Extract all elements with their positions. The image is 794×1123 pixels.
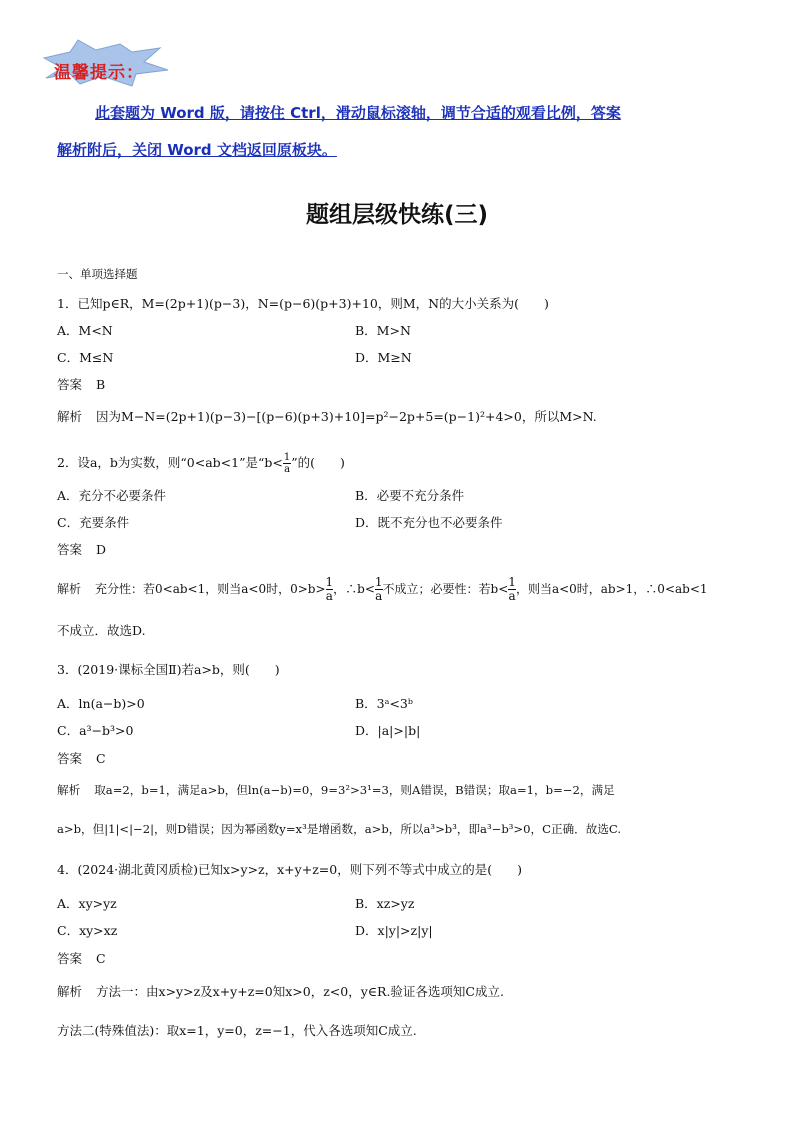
q2-analysis-frac-2-den: a: [375, 589, 383, 603]
q3-option-a: A．ln(a−b)>0: [57, 696, 145, 711]
q4-analysis: [57, 982, 504, 1000]
q4-option-a: A．xy>yz: [57, 896, 117, 911]
q4-answer-label: 答案: [57, 951, 83, 966]
q2-answer-value: D: [96, 542, 107, 557]
q2-analysis-frac-2-num: 1: [374, 575, 383, 589]
q2-analysis-part-2: ，∴b<: [333, 582, 375, 596]
q4-option-d: D．x|y|>z|y|: [355, 923, 433, 938]
q2-analysis-frac-1-num: 1: [325, 575, 334, 589]
q2-frac-num: 1: [283, 452, 291, 463]
q2-analysis-part-1: 充分性：若0<ab<1，则当a<0时，0>b>: [95, 582, 326, 596]
q1-option-d: D．M≥N: [355, 350, 412, 365]
q3-analysis-line-2: a>b，但|1|<|−2|，则D错误；因为幂函数y=x³是增函数，a>b，所以a³>b³，即a³−b³>0，C正确．故选C.: [57, 822, 622, 836]
q2-analysis-frac-1-den: a: [325, 589, 333, 603]
q3-answer: [57, 749, 106, 767]
q1-answer-value: B: [96, 377, 106, 392]
q4-option-b: B．xz>yz: [355, 896, 415, 911]
q2-analysis-frac-3: [508, 576, 516, 603]
q3-answer-value: C: [96, 751, 106, 766]
section-heading: 一、单项选择题: [57, 267, 138, 281]
q4-answer-value: C: [96, 951, 106, 966]
q3-stem: 3．(2019·课标全国Ⅱ)若a>b，则( ): [57, 662, 280, 677]
q2-analysis-frac-3-num: 1: [508, 575, 516, 589]
q4-analysis-line-2: 方法二(特殊值法)：取x=1，y=0，z=−1，代入各选项知C成立.: [57, 1023, 417, 1038]
q1-option-a: A．M<N: [57, 323, 113, 338]
q2-option-d: D．既不充分也不必要条件: [355, 515, 503, 530]
q3-option-d: D．|a|>|b|: [355, 723, 421, 738]
q2-answer: [57, 540, 106, 558]
q2-analysis: [57, 576, 708, 603]
q3-analysis-line-1: 取a=2，b=1，满足a>b，但ln(a−b)=0，9=3²>3¹=3，则A错误，B错误；取a=1，b=−2，满足: [94, 783, 615, 797]
q2-analysis-frac-1: [326, 576, 334, 603]
notice-line-1[interactable]: 此套题为 Word 版，请按住 Ctrl，滑动鼠标滚轴，调节合适的观看比例，答案: [95, 104, 621, 122]
q2-analysis-frac-3-den: a: [508, 589, 516, 603]
q3-option-c: C．a³−b³>0: [57, 723, 134, 738]
page-title: 题组层级快练(三): [305, 202, 489, 228]
q4-answer: [57, 949, 106, 967]
warm-hint-badge: [40, 38, 170, 88]
q4-option-c: C．xy>xz: [57, 923, 118, 938]
q2-answer-label: 答案: [57, 542, 83, 557]
q2-option-a: A．充分不必要条件: [57, 488, 167, 503]
q2-option-c: C．充要条件: [57, 515, 130, 530]
q2-analysis-line-2: 不成立．故选D.: [57, 623, 146, 638]
q2-stem: [57, 452, 345, 475]
q2-stem-part-b: ”的( ): [291, 455, 345, 470]
q1-stem: 1．已知p∈R，M=(2p+1)(p−3)，N=(p−6)(p+3)+10，则M，N的大小关系为( ): [57, 296, 549, 311]
q2-analysis-part-3: 不成立；必要性：若b<: [382, 582, 509, 596]
q3-analysis-label: 解析: [57, 783, 81, 797]
q2-analysis-part-4: ，则当a<0时，ab>1，∴0<ab<1: [515, 582, 708, 596]
q3-answer-label: 答案: [57, 751, 83, 766]
q1-analysis: [57, 407, 597, 425]
q3-option-b: B．3ᵃ<3ᵇ: [355, 696, 413, 711]
q2-analysis-frac-2: [375, 576, 383, 603]
q1-answer-label: 答案: [57, 377, 83, 392]
q1-option-b: B．M>N: [355, 323, 411, 338]
warm-hint-label: 温馨提示：: [54, 63, 144, 83]
q4-analysis-line-1: 方法一：由x>y>z及x+y+z=0知x>0，z<0，y∈R.验证各选项知C成立.: [96, 984, 504, 999]
q2-stem-part-a: 2．设a，b为实数，则“0<ab<1”是“b<: [57, 455, 283, 470]
q4-analysis-label: 解析: [57, 984, 83, 999]
q2-option-b: B．必要不充分条件: [355, 488, 465, 503]
q2-analysis-label: 解析: [57, 582, 82, 596]
notice-line-2[interactable]: 解析附后，关闭 Word 文档返回原板块。: [57, 141, 337, 159]
q3-analysis: [57, 782, 615, 798]
q2-frac-den: a: [284, 464, 291, 475]
q4-stem: 4．(2024·湖北黄冈质检)已知x>y>z，x+y+z=0，则下列不等式中成立的是( ): [57, 862, 522, 877]
q1-analysis-label: 解析: [57, 409, 83, 424]
q1-analysis-text: 因为M−N=(2p+1)(p−3)−[(p−6)(p+3)+10]=p²−2p+5=(p−1)²+4>0，所以M>N.: [96, 409, 597, 424]
q1-option-c: C．M≤N: [57, 350, 114, 365]
q2-stem-fraction: [283, 452, 291, 475]
q1-answer: [57, 375, 105, 393]
